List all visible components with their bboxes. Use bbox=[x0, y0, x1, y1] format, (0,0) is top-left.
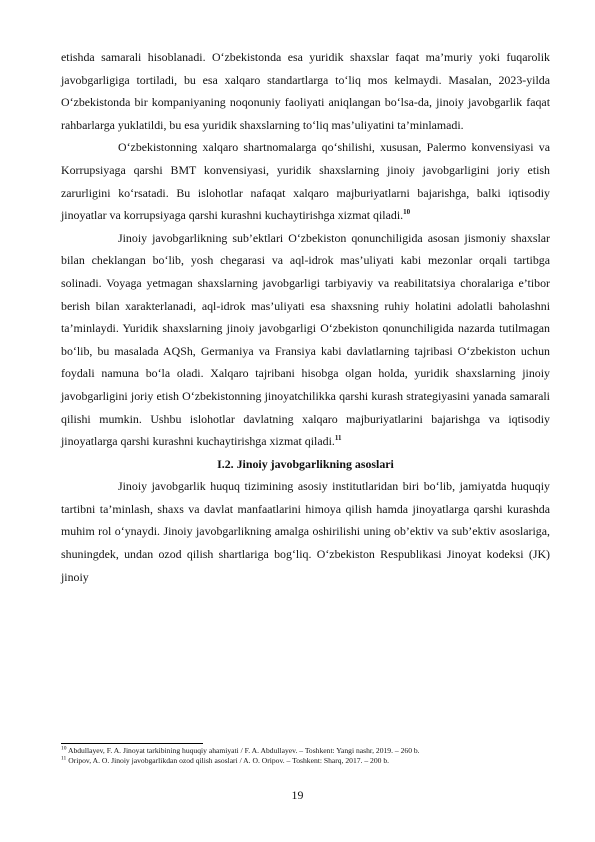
page-number: 19 bbox=[291, 788, 304, 802]
footnote-mark: 11 bbox=[61, 755, 67, 762]
footnote-divider bbox=[61, 743, 203, 744]
footnote-text: Abdullayev, F. A. Jinoyat tarkibining huquqiy ahamiyati / F. A. Abdullayev. – Toshkent: Yangi nashr, 2019. – 260 b. bbox=[66, 746, 420, 755]
footnote-11 bbox=[61, 756, 550, 766]
section-heading: I.2. Jinoiy javobgarlikning asoslari bbox=[217, 456, 394, 471]
paragraph-4: Jinoiy javobgarlik huquq tizimining asosiy institutlaridan biri bo‘lib, jamiyatda huquqiy tartibni ta’minlash, shaxs va davlat manfaatlarini himoya qilish hamda jinoyatlarga qarshi kurashda muhim rol o‘ynaydi. Jinoiy javobgarlikning amalga oshirilishi uning ob’ektiv va sub’ektiv asoslariga, shuningdek, undan ozod qilish shartlariga bog‘liq. O‘zbekiston Respublikasi Jinoyat kodeksi (JK) jinoiy bbox=[61, 479, 550, 584]
paragraph-1: etishda samarali hisoblanadi. O‘zbekistonda esa yuridik shaxslar faqat ma’muriy yoki fuqarolik javobgarligiga tortiladi, bu esa xalqaro standartlarga to‘liq mos kelmaydi. Masalan, 2023-yilda O‘zbekistonda bir kompaniyaning noqonuniy faoliyati aniqlangan bo‘lsa-da, jinoiy javobgarlik faqat rahbarlarga yuklatildi, bu esa yuridik shaxslarning to‘liq mas’uliyatini ta’minlamadi. bbox=[61, 50, 550, 132]
footnote-mark: 10 bbox=[61, 745, 67, 752]
paragraph-3: Jinoiy javobgarlikning sub’ektlari O‘zbekiston qonunchiligida asosan jismoniy shaxslar bilan cheklangan bo‘lib, yosh chegarasi va aql-idrok mas’uliyati kabi mezonlar orqali tartibga solinadi. Voyaga yetmagan shaxslarning javobgarligi tarbiyaviy va reabilitatsiya choralariga e’tibor berish bilan xarakterlanadi, aql-idrok mas’uliyati esa shaxsning ruhiy holatini adolatli baholashni ta’minlaydi. Yuridik shaxslarning jinoiy javobgarligi O‘zbekiston qonunchiligida nazarda tutilmagan bo‘lib, bu masalada AQSh, Germaniya va Fransiya kabi davlatlarning tajribasi O‘zbekiston uchun foydali namuna bo‘la oladi. Xalqaro tajribani hisobga olgan holda, yuridik shaxslarning jinoiy javobgarligini joriy etish O‘zbekistonning jinoyatchilikka qarshi kurash strategiyasini yanada samarali qilishi mumkin. Ushbu islohotlar davlatning xalqaro majburiyatlarini bajarishga va iqtisodiy jinoyatlarga qarshi kurashni kuchaytirishga xizmat qiladi.$^{11}$ bbox=[61, 230, 550, 449]
footnote-text: Oripov, A. O. Jinoiy javobgarlikdan ozod qilish asoslari / A. O. Oripov. – Toshkent: Sharq, 2017. – 200 b. bbox=[66, 756, 390, 765]
footnotes bbox=[61, 746, 550, 766]
paragraph-2: O‘zbekistonning xalqaro shartnomalarga qo‘shilishi, xususan, Palermo konvensiyasi va Korrupsiyaga qarshi BMT konvensiyasi, yuridik shaxslarning jinoiy javobgarligini joriy etish zarurligini ko‘rsatadi. Bu islohotlar nafaqat xalqaro majburiyatlarni bajarishga, balki iqtisodiy jinoyatlar va korrupsiyaga qarshi kurashni kuchaytirishga xizmat qiladi.$^{10}$ bbox=[61, 140, 550, 223]
footnote-10 bbox=[61, 746, 550, 756]
footnote-ref-11[interactable]: 11 bbox=[334, 434, 342, 443]
footnote-ref-10[interactable]: 10 bbox=[403, 208, 411, 217]
page-body bbox=[61, 46, 550, 588]
